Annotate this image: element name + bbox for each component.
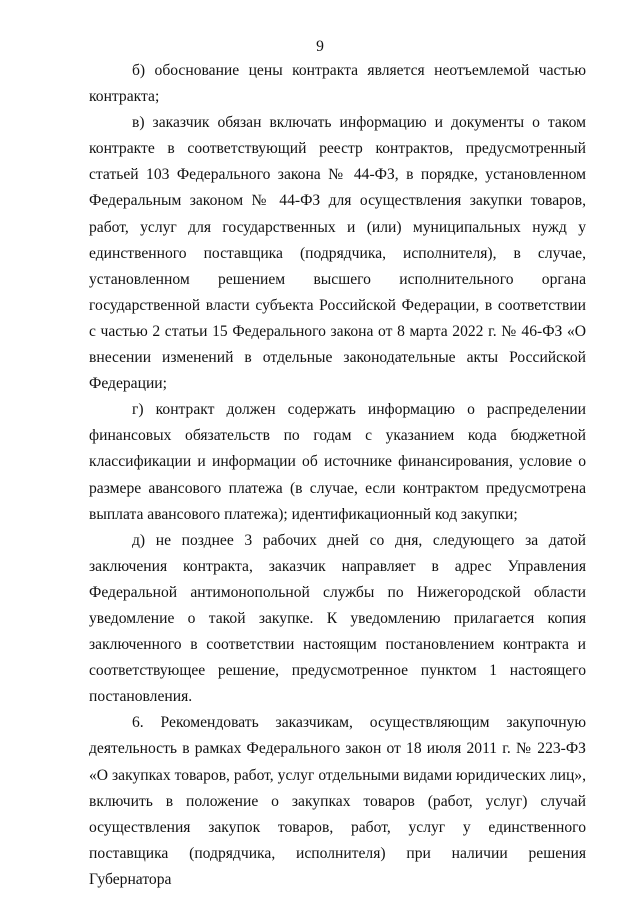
paragraph-g: г) контракт должен содержать информацию о распределении финансовых обязательств по годам с указанием кода бюджетной классификации и информации об источнике финансирования, условие о размере авансового платежа (в случае, если контрактом предусмотрена выплата авансового платежа); идентификационный код закупки; [89,401,586,523]
paragraph-v: в) заказчик обязан включать информацию и документы о таком контракте в соответствующий реестр контрактов, предусмотренный статьей 103 Федерального закона № 44-ФЗ, в порядке, установленном Федеральным законом № 44-ФЗ для осуществления закупки товаров, работ, услуг для государственных и (или) муниципальных нужд у единственного поставщика (подрядчика, исполнителя), в случае, установленном решением высшего исполнительного органа государственной власти субъекта Российской Федерации, в соответствии с частью 2 статьи 15 Федерального закона от 8 марта 2022 г. № 46-ФЗ «О внесении изменений в отдельные законодательные акты Российской Федерации; [89,114,586,393]
document-body [89,58,586,893]
page-number: 9 [316,38,324,55]
paragraph-d: д) не позднее 3 рабочих дней со дня, следующего за датой заключения контракта, заказчик направляет в адрес Управления Федеральной антимонопольной службы по Нижегородской области уведомление о такой закупке. К уведомлению прилагается копия заключенного в соответствии настоящим постановлением контракта и соответствующее решение, предусмотренное пунктом 1 настоящего постановления. [89,531,586,706]
paragraph-b: б) обоснование цены контракта является неотъемлемой частью контракта; [89,62,586,106]
paragraph-6: 6. Рекомендовать заказчикам, осуществляющим закупочную деятельность в рамках Федерального закон от 18 июля 2011 г. № 223-ФЗ «О закупках товаров, работ, услуг отдельными видами юридических лиц», включить в положение о закупках товаров (работ, услуг) случай осуществления закупок товаров, работ, услуг у единственного поставщика (подрядчика, исполнителя) при наличии решения Губернатора [89,714,586,888]
